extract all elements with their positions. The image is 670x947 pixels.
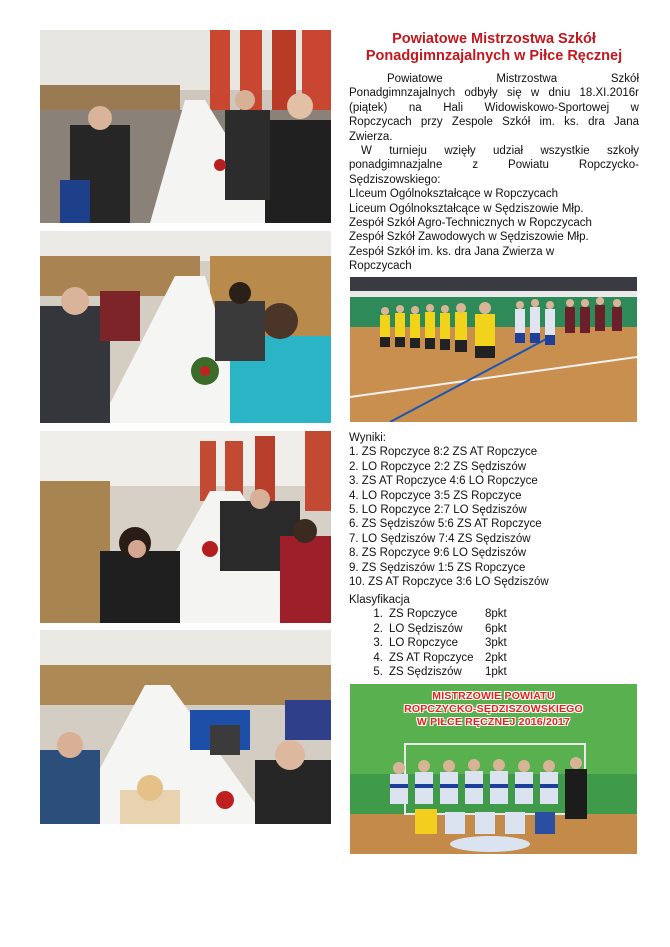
classification-row [349, 607, 639, 621]
intro-line: Ropczycach przy Zespole Szkół im. ks. dra Jana [349, 116, 639, 129]
rank-team: ZS AT Ropczyce [389, 651, 474, 664]
intro-line: Zwierza. [349, 130, 393, 143]
rank-number: 5. [373, 666, 383, 679]
school-item: Zespół Szkół im. ks. dra Jana Zwierza w [349, 245, 555, 258]
rank-number: 3. [373, 637, 383, 650]
banquet-photo-1 [40, 30, 331, 223]
result-item: 5. LO Ropczyce 2:7 LO Sędziszów [349, 504, 527, 517]
result-item: 10. ZS AT Ropczyce 3:6 LO Sędziszów [349, 576, 549, 589]
school-item: Ropczycach [349, 260, 412, 273]
team-lineup-photo [350, 277, 637, 422]
classification-row [349, 651, 639, 665]
participants-line: ponadgimnazjalne z Powiatu Ropczycko- [349, 159, 639, 172]
result-item: 3. ZS AT Ropczyce 4:6 LO Ropczyce [349, 475, 538, 488]
rank-points: 2pkt [485, 651, 507, 664]
rank-team: LO Ropczyce [389, 637, 459, 650]
intro-line: (piątek) na Hali Widowiskowo-Sportowej w [349, 101, 639, 114]
classification-row [349, 622, 639, 636]
result-item: 2. LO Ropczyce 2:2 ZS Sędziszów [349, 460, 527, 473]
rank-points: 6pkt [485, 622, 507, 635]
results-section [349, 431, 639, 589]
rank-points: 1pkt [485, 666, 507, 679]
rank-points: 8pkt [485, 608, 507, 621]
intro-line: Ponadgimnzajalnych odbyły się w dniu 18.XI.2016r [349, 87, 639, 100]
school-item: Zespół Szkół Zawodowych w Sędziszowie Młp. [349, 231, 589, 244]
classification-row [349, 665, 639, 679]
banner-line: MISTRZOWIE POWIATU [432, 690, 555, 702]
classification-header: Klasyfikacja [349, 594, 410, 606]
rank-number: 4. [373, 651, 383, 664]
school-item: Liceum Ogólnokształcące w Sędziszowie Młp. [349, 202, 584, 215]
results-header: Wyniki: [349, 432, 386, 444]
school-item: LIceum Ogólnokształcące w Ropczycach [349, 188, 559, 201]
rank-number: 2. [373, 622, 383, 635]
result-item: 6. ZS Sędziszów 5:6 ZS AT Ropczyce [349, 518, 542, 531]
participants-line: Sędziszowskiego: [349, 173, 441, 186]
result-item: 1. ZS Ropczyce 8:2 ZS AT Ropczyce [349, 446, 538, 459]
rank-team: LO Sędziszów [389, 622, 463, 635]
banner-line: ROPCZYCKO-SĘDZISZOWSKIEGO [404, 703, 583, 715]
intro-line: Powiatowe Mistrzostwa Szkół [387, 73, 639, 85]
classification-row [349, 636, 639, 650]
banquet-photo-2 [40, 231, 331, 423]
banquet-photo-4 [40, 630, 331, 824]
result-item: 7. LO Sędziszów 7:4 ZS Sędziszów [349, 532, 531, 545]
participants-line: W turnieju wzięły udział wszystkie szkoły [361, 145, 639, 158]
champions-team-photo [350, 684, 637, 854]
banner-line: W PIŁCE RĘCZNEJ 2016/2017 [416, 716, 571, 728]
rank-number: 1. [373, 608, 383, 621]
result-item: 8. ZS Ropczyce 9:6 LO Sędziszów [349, 547, 527, 560]
banquet-photo-3 [40, 431, 331, 623]
rank-points: 3pkt [485, 637, 507, 650]
article-intro [349, 72, 639, 274]
result-item: 4. LO Ropczyce 3:5 ZS Ropczyce [349, 489, 522, 502]
rank-team: ZS Sędziszów [389, 666, 462, 679]
article-title: Powiatowe Mistrzostwa Szkół Ponadgimnzajalnych w Piłce Ręcznej [365, 31, 623, 64]
rank-team: ZS Ropczyce [389, 608, 458, 621]
classification-section [349, 593, 639, 679]
school-item: Zespół Szkół Agro-Technicznych w Ropczycach [349, 217, 592, 230]
result-item: 9. ZS Sędziszów 1:5 ZS Ropczyce [349, 561, 526, 574]
